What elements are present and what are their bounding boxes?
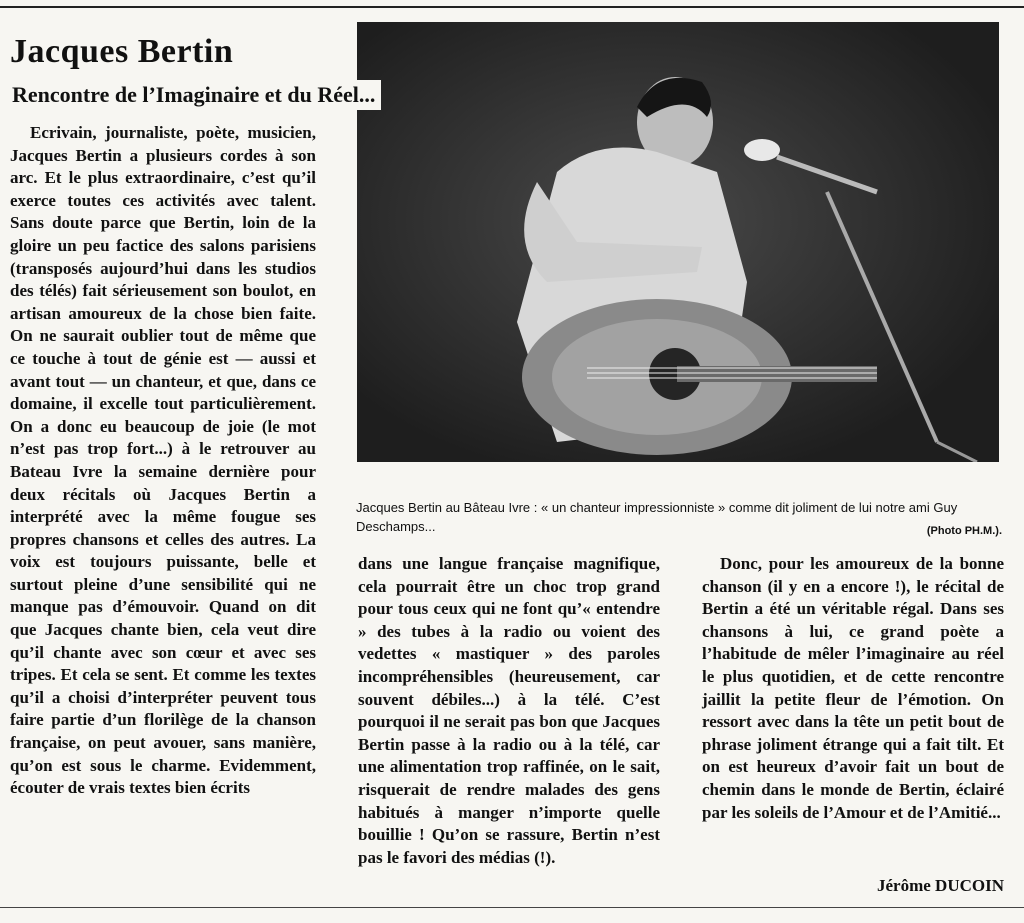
photo-caption: Jacques Bertin au Bâteau Ivre : « un chanteur impressionniste » comme dit joliment de lui notre ami Guy Deschamps... — [356, 500, 958, 534]
article-subtitle: Rencontre de l’Imaginaire et du Réel... — [12, 80, 381, 110]
singer-with-guitar-illustration — [357, 22, 999, 462]
article-column-3: Donc, pour les amoureux de la bonne chanson (il y en a encore !), le récital de Bertin a été un véritable régal. Dans ses chansons à lui, ce grand poète a l’habitude de mêler l’imaginaire au réel le plus quotidien, et de cette rencontre jaillit la petite fleur de l’émotion. On ressort avec dans la tête un petit bout de phrase joliment étrange qui a fait tilt. Et on est heureux d’avoir fait un bout de chemin dans le monde de Bertin, éclairé par les soleils de l’Amour et de l’Amitié... — [702, 554, 1004, 822]
concert-photo — [357, 22, 999, 462]
top-rule — [0, 6, 1024, 8]
article-column-1: Ecrivain, journaliste, poète, musicien, Jacques Bertin a plusieurs cordes à son arc. Et le plus extraordinaire, c’est qu’il exerce toutes ces activités avec talent. Sans doute parce que Bertin, loin de la gloire un peu factice des salons parisiens (transposés aujourd’hui dans les studios des télés) fait sérieusement son boulot, en artisan amoureux de la chose bien faite. On ne saurait oublier tout de même que ce touche à tout de génie est — aussi et avant tout — un chanteur, et que, dans ce domaine, il excelle tout particulièrement. On a donc eu beaucoup de joie (le mot n’est pas trop fort...) à le retrouver au Bateau Ivre la semaine dernière pour deux récitals où Jacques Bertin a interprété avec la même fougue ses propres chansons et celles des autres. La voix est toujours puissante, belle et surtout pleine d’une sensibilité qui ne manque pas d’émouvoir. Quand on dit que Jacques chante bien, cela veut dire qu’il chante avec son cœur et avec ses tripes. Et cela se sent. Et comme les textes qu’il a choisi d’interpréter peuvent tous faire partie d’un florilège de la chanson française, on peut avouer, sans manière, qu’on est sous le charme. Evidemment, écouter de vrais textes bien écrits — [10, 123, 316, 798]
bottom-rule — [0, 907, 1024, 908]
article-column-2: dans une langue française magnifique, cela pourrait être un choc trop grand pour tous ceux qui ne font qu’« entendre » des tubes à la radio ou voient des vedettes « mastiquer » des paroles incompréhensibles (heureusement, car souvent débiles...) à la télé. C’est pourquoi il ne serait pas bon que Jacques Bertin passe à la radio ou à la télé, car une alimentation trop raffinée, on le sait, risquerait de rendre malades des gens habitués à manger n’importe quelle bouillie ! Qu’on se rassure, Bertin n’est pas le favori des médias (!). — [358, 554, 660, 867]
article-author: Jérôme DUCOIN — [877, 876, 1004, 895]
article-title: Jacques Bertin — [10, 33, 234, 70]
photo-credit: (Photo PH.M.). — [926, 525, 1002, 537]
